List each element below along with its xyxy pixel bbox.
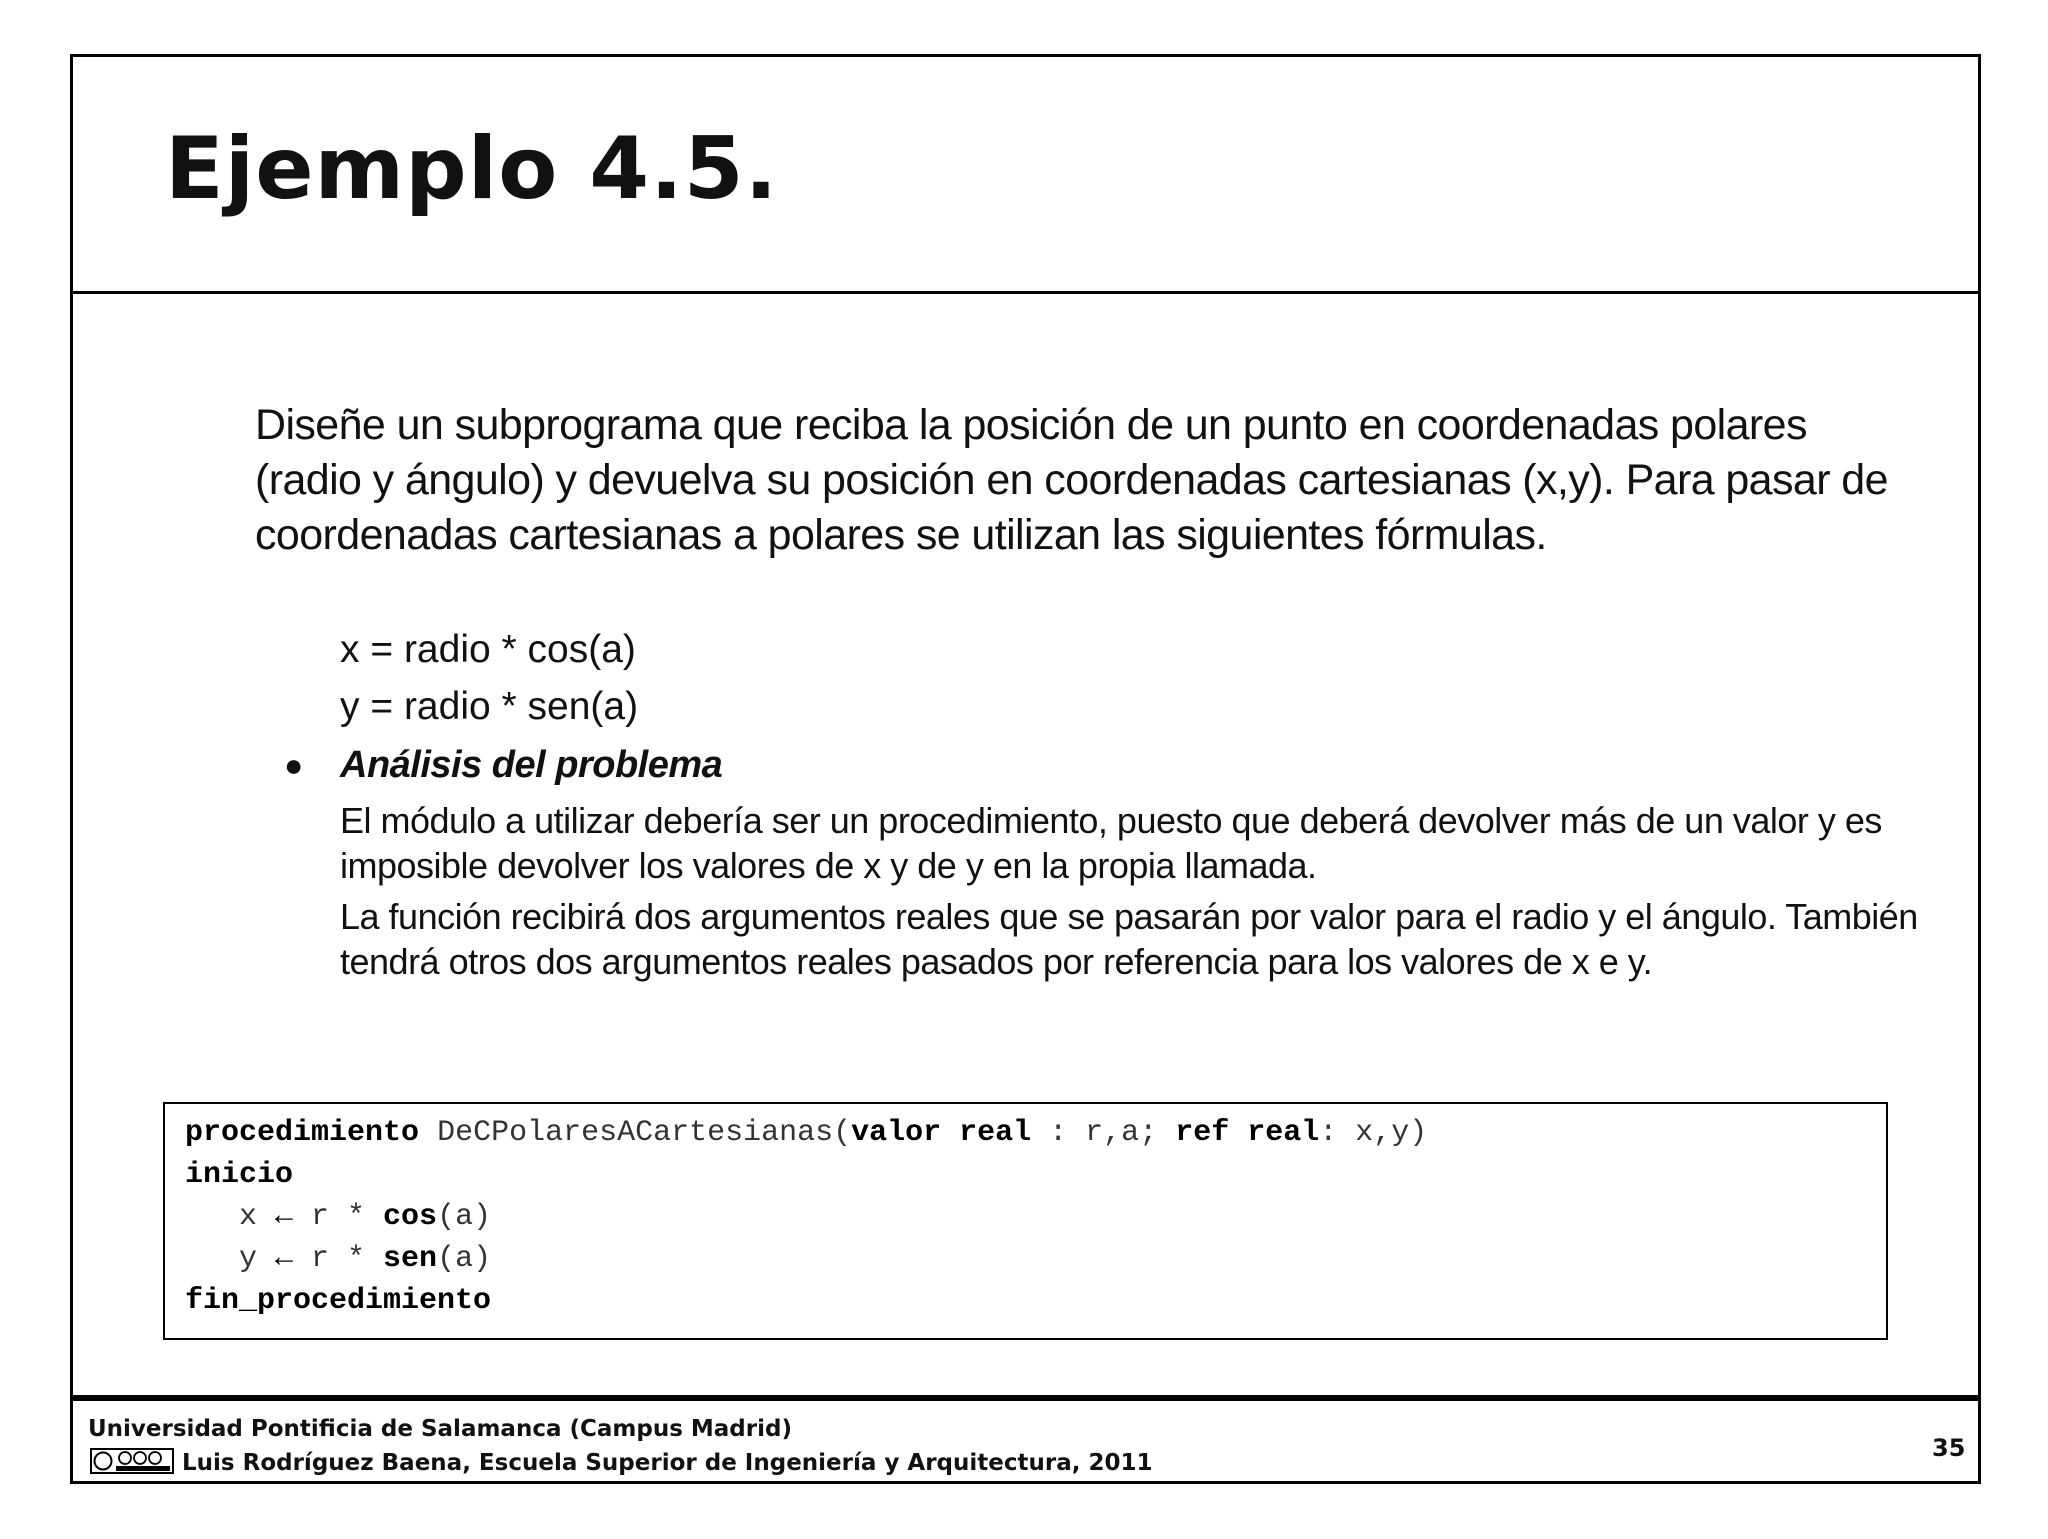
code-expr: r * <box>293 1200 384 1234</box>
analysis-heading: Análisis del problema <box>340 744 723 786</box>
code-line-fin <box>185 1280 1427 1322</box>
bullet-icon: ● <box>284 747 304 783</box>
formula-x: x = radio * cos(a) <box>340 628 636 671</box>
code-block <box>163 1102 1888 1340</box>
code-var-y: y <box>185 1242 276 1276</box>
page-number: 35 <box>1932 1434 1966 1462</box>
code-line-header <box>185 1112 1427 1154</box>
code-params-in: : r,a; <box>1031 1116 1176 1150</box>
code-var-x: x <box>185 1200 276 1234</box>
footer-divider <box>70 1395 1981 1401</box>
analysis-paragraph-2: La función recibirá dos argumentos reales que se pasarán por valor para el radio y el ángulo. También tendrá otros dos argumentos reales pasados por referencia para los valores de x e y. <box>340 896 1918 982</box>
assign-arrow-icon: ← <box>275 1200 294 1234</box>
code-keyword: sen <box>383 1242 438 1276</box>
code-keyword: procedimiento <box>185 1116 420 1150</box>
code-params-out: : x,y) <box>1319 1116 1428 1150</box>
formula-y: y = radio * sen(a) <box>340 685 639 728</box>
code-line-inicio <box>185 1154 1427 1196</box>
code-arg: (a) <box>437 1200 492 1234</box>
title-divider <box>70 291 1981 294</box>
code-expr: r * <box>293 1242 384 1276</box>
code-keyword: inicio <box>185 1158 294 1192</box>
problem-statement: Diseñe un subprograma que reciba la posición de un punto en coordenadas polares (radio y ángulo) y devuelva su posición en coordenadas cartesianas (x,y). Para pasar de coordenadas cartesianas a polares se utilizan las siguientes fórmulas. <box>255 401 1888 559</box>
assign-arrow-icon: ← <box>275 1242 294 1276</box>
creative-commons-license-icon <box>90 1448 174 1474</box>
slide-title: Ejemplo 4.5. <box>165 119 779 219</box>
procedure-name: DeCPolaresACartesianas( <box>437 1116 852 1150</box>
code-keyword: ref real <box>1175 1116 1320 1150</box>
analysis-paragraph-1: El módulo a utilizar debería ser un procedimiento, puesto que deberá devolver más de un valor y es imposible devolver los valores de x y de y en la propia llamada. <box>340 800 1882 886</box>
footer-university: Universidad Pontificia de Salamanca (Campus Madrid) <box>88 1416 792 1442</box>
cc-logo-icon <box>92 1450 172 1472</box>
code-keyword: valor real <box>851 1116 1032 1150</box>
code-keyword: fin_procedimiento <box>185 1284 492 1318</box>
code-arg: (a) <box>437 1242 492 1276</box>
footer-author: Luis Rodríguez Baena, Escuela Superior de Ingeniería y Arquitectura, 2011 <box>182 1450 1153 1476</box>
code-line-y <box>185 1238 1427 1280</box>
pseudocode <box>185 1112 1427 1322</box>
code-line-x <box>185 1196 1427 1238</box>
code-keyword: cos <box>383 1200 438 1234</box>
